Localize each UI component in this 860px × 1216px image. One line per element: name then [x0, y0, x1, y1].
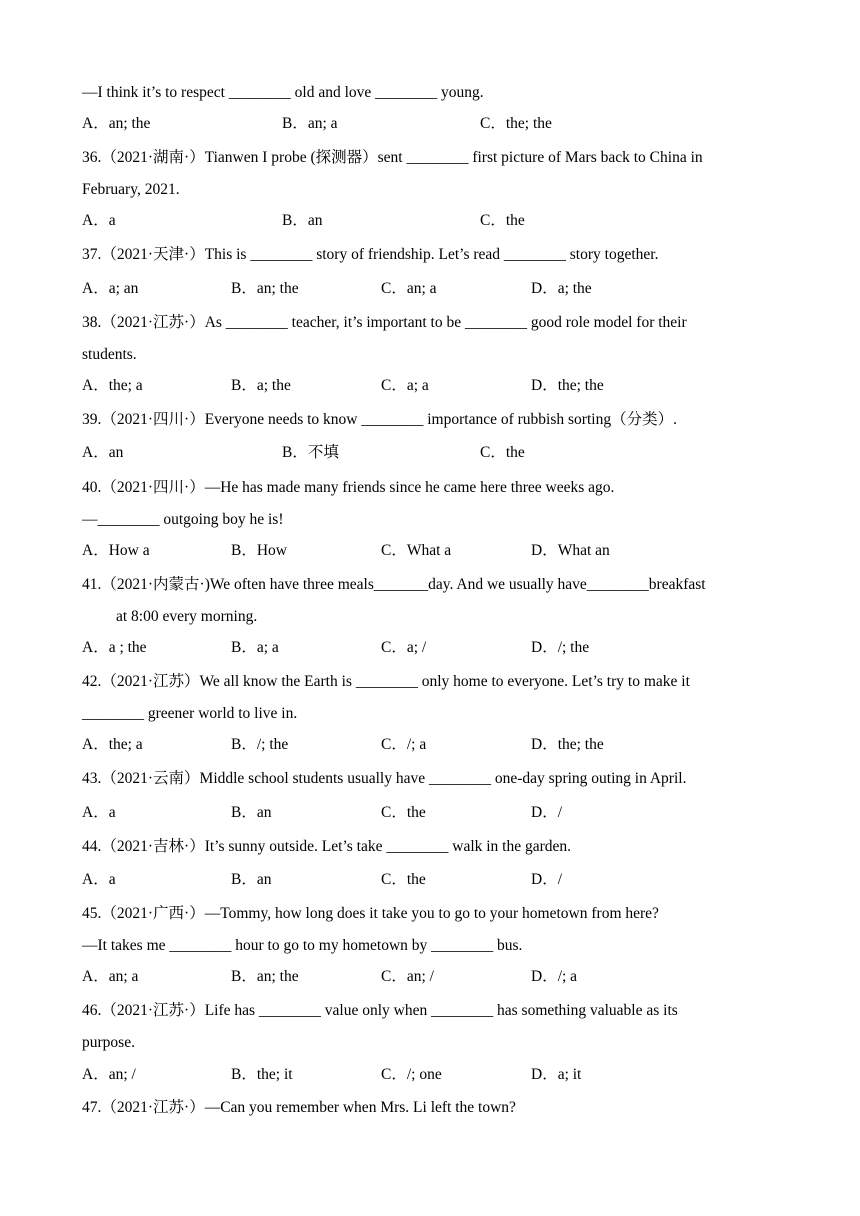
question-line: purpose. [82, 1034, 135, 1051]
option: A．a; an [82, 280, 139, 297]
answer-options [82, 638, 802, 658]
question-line: 39.（2021·四川·）Everyone needs to know ________ importance of rubbish sorting（分类）. [82, 411, 677, 428]
question-line: students. [82, 346, 137, 363]
answer-options [82, 803, 802, 823]
option: C．/; a [381, 736, 427, 753]
option: B．/; the [231, 736, 289, 753]
option: B．a; a [231, 639, 279, 656]
answer-options [82, 376, 802, 396]
option: A．an [82, 444, 124, 461]
question-line: 37.（2021·天津·）This is ________ story of friendship. Let’s read ________ story together. [82, 246, 659, 263]
question-line: —It takes me ________ hour to go to my hometown by ________ bus. [82, 937, 523, 954]
answer-options [82, 1065, 802, 1085]
option: D．the; the [531, 736, 604, 753]
answer-options [82, 211, 802, 231]
option: A．an; / [82, 1066, 136, 1083]
option: A．a [82, 804, 116, 821]
option: B．the; it [231, 1066, 293, 1083]
option: B．an [231, 804, 272, 821]
option: A．the; a [82, 736, 143, 753]
answer-options [82, 541, 802, 561]
option: B．an; a [282, 115, 338, 132]
option: D．/; a [531, 968, 578, 985]
option: D．What an [531, 542, 610, 559]
answer-options [82, 870, 802, 890]
option: C．a; / [381, 639, 427, 656]
option: C．an; / [381, 968, 434, 985]
question-line: 47.（2021·江苏·）—Can you remember when Mrs. Li left the town? [82, 1099, 516, 1116]
option: C．the [480, 444, 525, 461]
question-line: —________ outgoing boy he is! [82, 511, 284, 528]
option: A．an; the [82, 115, 151, 132]
answer-options [82, 279, 802, 299]
option: D．/; the [531, 639, 590, 656]
answer-options [82, 735, 802, 755]
question-line: 42.（2021·江苏）We all know the Earth is ________ only home to everyone. Let’s try to make it [82, 673, 690, 690]
option: B．a; the [231, 377, 291, 394]
option: B．How [231, 542, 287, 559]
answer-options [82, 967, 802, 987]
option: C．a; a [381, 377, 429, 394]
option: B．不填 [282, 444, 339, 461]
question-line: 40.（2021·四川·）—He has made many friends since he came here three weeks ago. [82, 479, 615, 496]
option: A．a ; the [82, 639, 147, 656]
option: B．an [282, 212, 323, 229]
question-line: 43.（2021·云南）Middle school students usually have ________ one-day spring outing in April. [82, 770, 687, 787]
question-line: 45.（2021·广西·）—Tommy, how long does it take you to go to your hometown from here? [82, 905, 659, 922]
option: C．/; one [381, 1066, 442, 1083]
question-line: —I think it’s to respect ________ old and love ________ young. [82, 84, 484, 101]
question-line: 38.（2021·江苏·）As ________ teacher, it’s important to be ________ good role model for their [82, 314, 687, 331]
option: C．What a [381, 542, 452, 559]
option: A．the; a [82, 377, 143, 394]
question-line: ________ greener world to live in. [82, 705, 298, 722]
option: B．an; the [231, 280, 299, 297]
answer-options [82, 114, 802, 134]
option: D．the; the [531, 377, 604, 394]
option: A．an; a [82, 968, 139, 985]
option: D．a; the [531, 280, 592, 297]
option: A．How a [82, 542, 150, 559]
question-line: 36.（2021·湖南·）Tianwen I probe (探测器）sent ________ first picture of Mars back to China in [82, 149, 703, 166]
option: C．the; the [480, 115, 552, 132]
answer-options [82, 443, 802, 463]
option: A．a [82, 871, 116, 888]
question-line: 46.（2021·江苏·）Life has ________ value only when ________ has something valuable as its [82, 1002, 678, 1019]
question-line: at 8:00 every morning. [116, 608, 258, 625]
option: D．a; it [531, 1066, 582, 1083]
option: D．/ [531, 804, 563, 821]
option: A．a [82, 212, 116, 229]
option: B．an; the [231, 968, 299, 985]
option: C．the [381, 871, 426, 888]
question-line: February, 2021. [82, 181, 180, 198]
option: B．an [231, 871, 272, 888]
option: C．the [480, 212, 525, 229]
question-line: 44.（2021·吉林·）It’s sunny outside. Let’s take ________ walk in the garden. [82, 838, 572, 855]
option: C．the [381, 804, 426, 821]
option: C．an; a [381, 280, 437, 297]
option: D．/ [531, 871, 563, 888]
question-line: 41.（2021·内蒙古·)We often have three meals_______day. And we usually have________breakfast [82, 576, 706, 593]
